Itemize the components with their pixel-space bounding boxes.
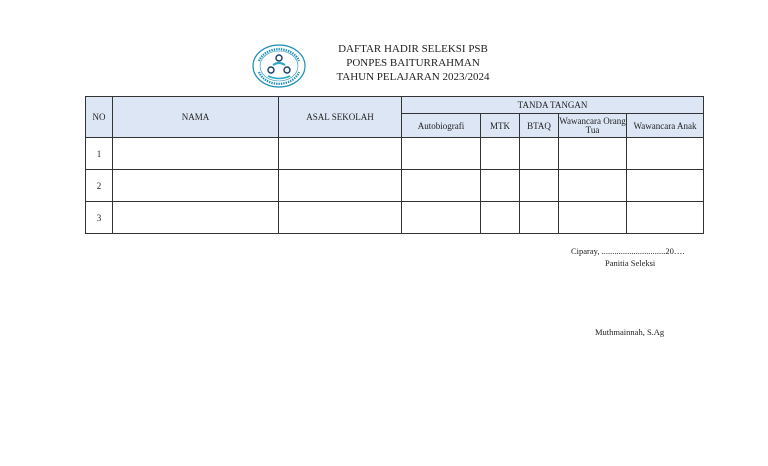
header-title: DAFTAR HADIR SELEKSI PSB: [338, 43, 488, 55]
column-group-tanda-tangan: TANDA TANGAN: [402, 97, 704, 114]
column-header-nama: NAMA: [113, 97, 279, 138]
btaq-signature-cell[interactable]: [520, 138, 559, 170]
wawancara-orang-tua-signature-cell[interactable]: [559, 170, 627, 202]
autobiografi-signature-cell[interactable]: [402, 202, 481, 234]
nama-cell[interactable]: [113, 170, 279, 202]
wawancara-anak-signature-cell[interactable]: [627, 138, 704, 170]
asal-sekolah-cell[interactable]: [279, 202, 402, 234]
column-header-wawancara-anak: Wawancara Anak: [627, 114, 704, 138]
nama-cell[interactable]: [113, 202, 279, 234]
column-header-wawancara-orang-tua: Wawancara Orang Tua: [559, 114, 627, 138]
table-row: [86, 170, 704, 202]
nama-cell[interactable]: [113, 138, 279, 170]
autobiografi-signature-cell[interactable]: [402, 138, 481, 170]
wawancara-orang-tua-signature-cell[interactable]: [559, 202, 627, 234]
column-header-no: NO: [86, 97, 113, 138]
asal-sekolah-cell[interactable]: [279, 138, 402, 170]
table-row: [86, 202, 704, 234]
column-header-asal-sekolah: ASAL SEKOLAH: [279, 97, 402, 138]
wawancara-anak-signature-cell[interactable]: [627, 202, 704, 234]
committee-label: Panitia Seleksi: [605, 258, 656, 268]
table-row: [86, 138, 704, 170]
wawancara-anak-signature-cell[interactable]: [627, 170, 704, 202]
column-header-autobiografi: Autobiografi: [402, 114, 481, 138]
header-academic-year: TAHUN PELAJARAN 2023/2024: [336, 71, 490, 83]
mtk-signature-cell[interactable]: [481, 138, 520, 170]
place-date-line: Ciparay, ..............................20….: [571, 246, 685, 256]
row-number: 2: [86, 170, 113, 202]
btaq-signature-cell[interactable]: [520, 170, 559, 202]
btaq-signature-cell[interactable]: [520, 202, 559, 234]
document-header: [318, 42, 508, 84]
wawancara-orang-tua-signature-cell[interactable]: [559, 138, 627, 170]
row-number: 3: [86, 202, 113, 234]
mtk-signature-cell[interactable]: [481, 170, 520, 202]
autobiografi-signature-cell[interactable]: [402, 170, 481, 202]
signer-name: Muthmainnah, S.Ag: [595, 327, 665, 337]
row-number: 1: [86, 138, 113, 170]
asal-sekolah-cell[interactable]: [279, 170, 402, 202]
school-logo-icon: [251, 43, 307, 89]
column-header-btaq: BTAQ: [520, 114, 559, 138]
header-institution: PONPES BAITURRAHMAN: [346, 57, 480, 69]
mtk-signature-cell[interactable]: [481, 202, 520, 234]
column-header-mtk: MTK: [481, 114, 520, 138]
attendance-table: [85, 96, 704, 234]
